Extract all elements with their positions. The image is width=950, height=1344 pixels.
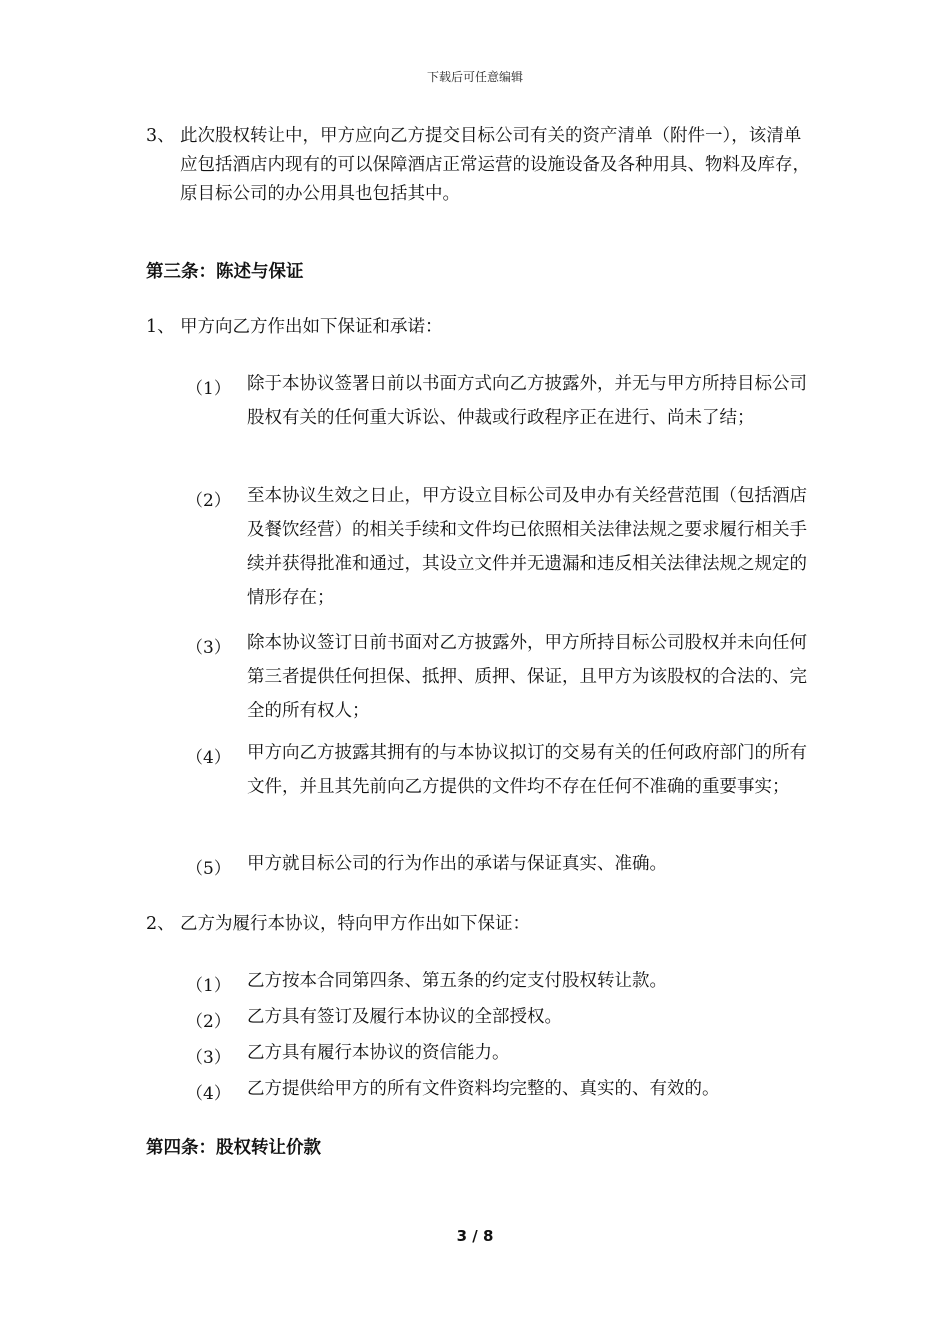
subitem-number: （5） — [186, 859, 231, 879]
subitem-text: 甲方向乙方披露其拥有的与本协议拟订的交易有关的任何政府部门的所有文件，并且其先前向乙方提供的文件均不存在任何不准确的重要事实； — [247, 743, 807, 797]
subitem-number: （2） — [186, 491, 231, 511]
item-text: 甲方向乙方作出如下保证和承诺： — [180, 317, 443, 337]
item-text: 此次股权转让中，甲方应向乙方提交目标公司有关的资产清单（附件一），该清单应包括酒店内现有的可以保障酒店正常运营的设施设备及各种用具、物料及库存，原目标公司的办公用具也包括其中。 — [180, 126, 810, 204]
item-number: 3、 — [146, 126, 175, 146]
subitem-number: （3） — [186, 638, 231, 658]
subitem-text: 乙方提供给甲方的所有文件资料均完整的、真实的、有效的。 — [247, 1079, 720, 1099]
article-3-title: 第三条：陈述与保证 — [146, 262, 304, 282]
subitem-text: 乙方具有签订及履行本协议的全部授权。 — [247, 1007, 562, 1027]
subitem-number: （4） — [186, 748, 231, 768]
subitem-number: （3） — [186, 1048, 231, 1068]
subitem-number: （1） — [186, 976, 231, 996]
subitem-number: （1） — [186, 379, 231, 399]
subitem-text: 除本协议签订日前书面对乙方披露外，甲方所持目标公司股权并未向任何第三者提供任何担保、抵押、质押、保证，且甲方为该股权的合法的、完全的所有权人； — [247, 633, 807, 721]
subitem-text: 甲方就目标公司的行为作出的承诺与保证真实、准确。 — [247, 854, 667, 874]
subitem-number: （4） — [186, 1084, 231, 1104]
subitem-text: 乙方按本合同第四条、第五条的约定支付股权转让款。 — [247, 971, 667, 991]
article-4-title: 第四条：股权转让价款 — [146, 1138, 321, 1158]
page-header: 下载后可任意编辑 — [426, 70, 523, 84]
subitem-text: 除于本协议签署日前以书面方式向乙方披露外，并无与甲方所持目标公司股权有关的任何重大诉讼、仲裁或行政程序正在进行、尚未了结； — [247, 374, 807, 428]
item-number: 1、 — [146, 317, 175, 337]
item-number: 2、 — [146, 914, 175, 934]
subitem-number: （2） — [186, 1012, 231, 1032]
subitem-text: 乙方具有履行本协议的资信能力。 — [247, 1043, 510, 1063]
subitem-text: 至本协议生效之日止，甲方设立目标公司及申办有关经营范围（包括酒店及餐饮经营）的相关手续和文件均已依照相关法律法规之要求履行相关手续并获得批准和通过，其设立文件并无遗漏和违反相关法律法规之规定的情形存在； — [247, 486, 807, 608]
item-text: 乙方为履行本协议，特向甲方作出如下保证： — [180, 914, 530, 934]
page-number: 3 / 8 — [456, 1227, 494, 1245]
